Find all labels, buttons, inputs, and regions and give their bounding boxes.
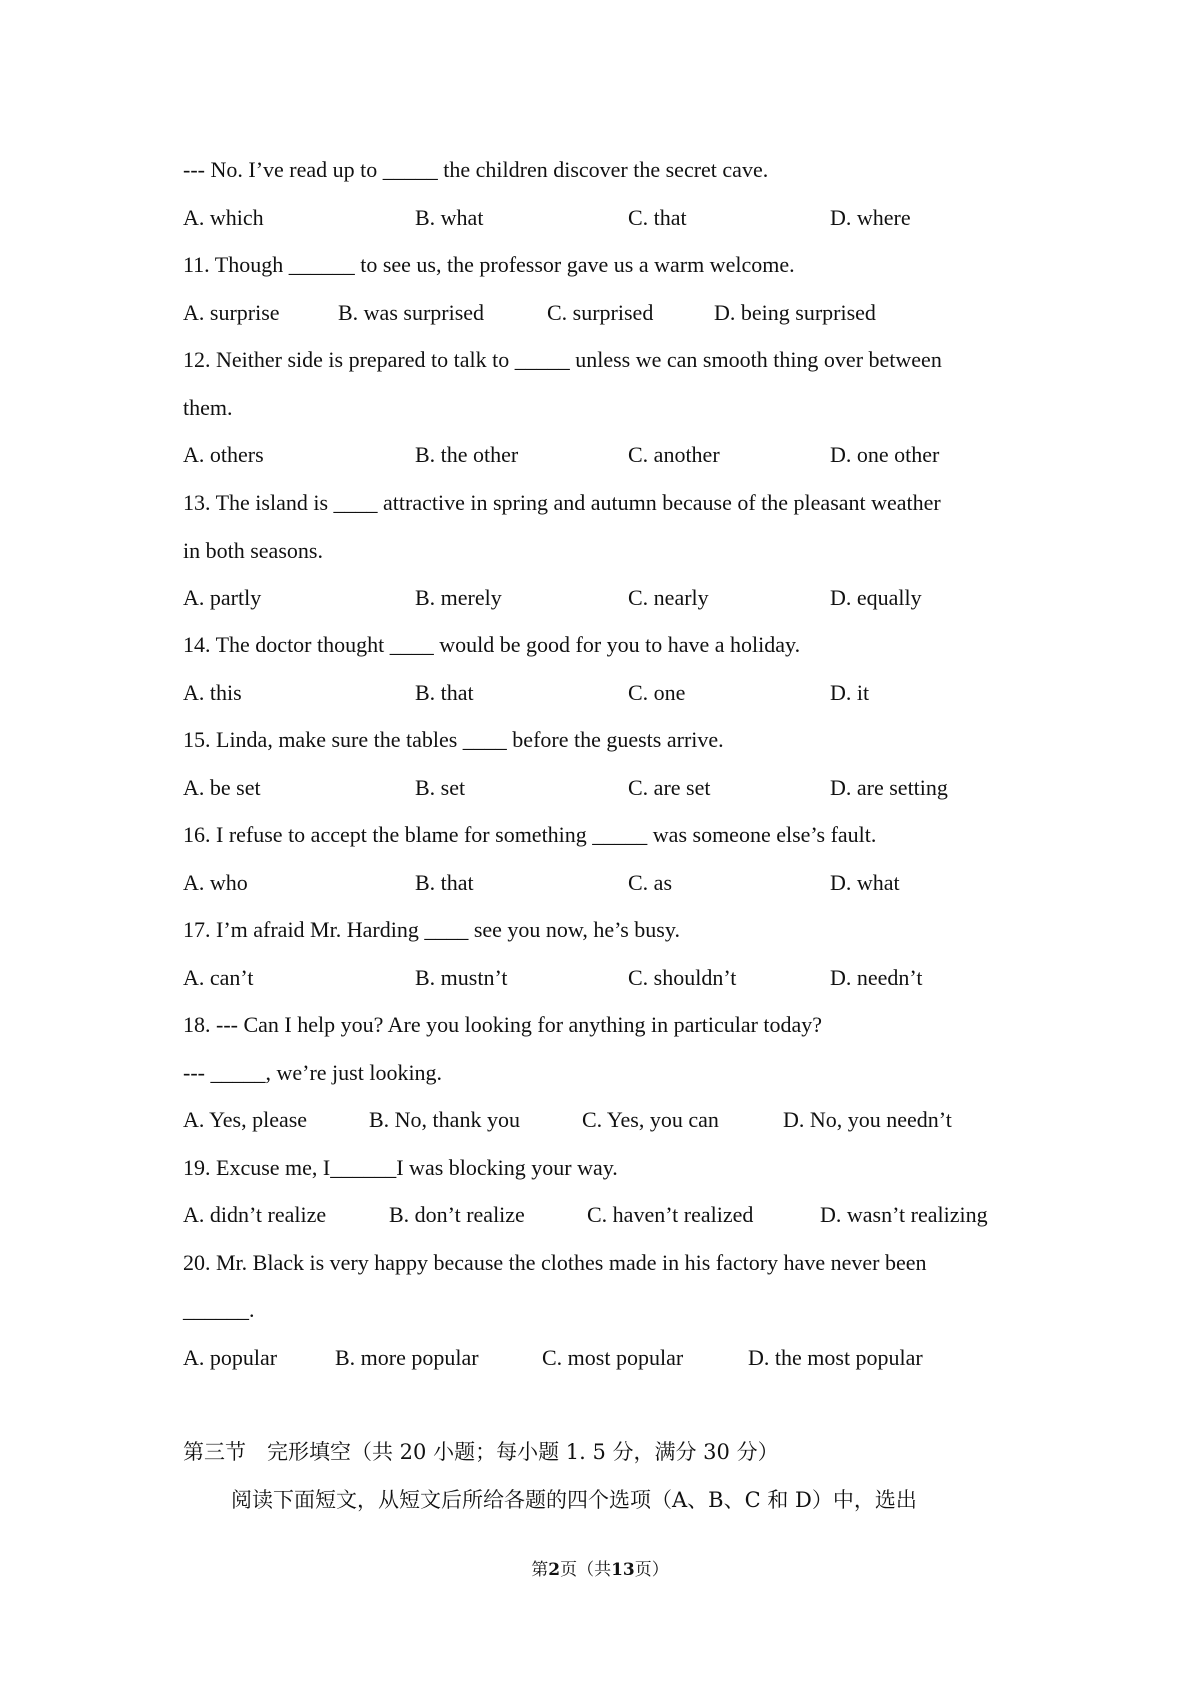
option-a: A. partly [183,585,262,610]
footer-suffix: 页） [634,1560,669,1580]
option-d: D. it [830,680,870,705]
option-b: B. that [415,870,474,895]
question-12: 12. Neither side is prepared to talk to _____ unless we can smooth thing over between [183,347,942,372]
question-14: 14. The doctor thought ____ would be good for you to have a holiday. [183,632,801,657]
option-c: C. as [628,870,672,895]
option-b: B. No, thank you [369,1107,520,1132]
option-a: A. can’t [183,965,254,990]
option-a: A. who [183,870,248,895]
option-d: D. needn’t [830,965,923,990]
section-heading: 第三节 完形填空（共 20 小题；每小题 1. 5 分，满分 30 分） [183,1440,779,1464]
option-b: B. was surprised [338,300,485,325]
section-instructions: 阅读下面短文，从短文后所给各题的四个选项（A、B、C 和 D）中，选出 [231,1488,917,1512]
option-b: B. don’t realize [389,1202,525,1227]
footer-mid: 页（共 [560,1560,612,1580]
option-b: B. merely [415,585,502,610]
page-footer [0,1558,1200,1582]
footer-total-pages: 13 [611,1560,635,1580]
option-a: A. which [183,205,264,230]
option-b: B. the other [415,442,519,467]
option-b: B. what [415,205,484,230]
question-18-reply: --- _____, we’re just looking. [183,1060,443,1085]
option-d: D. where [830,205,911,230]
footer-page-number: 2 [548,1560,561,1580]
question-20: 20. Mr. Black is very happy because the clothes made in his factory have never been [183,1250,927,1275]
option-c: C. nearly [628,585,709,610]
option-a: A. this [183,680,242,705]
option-c: C. one [628,680,686,705]
option-c: C. another [628,442,720,467]
option-d: D. wasn’t realizing [820,1202,988,1227]
option-b: B. more popular [335,1345,479,1370]
option-a: A. didn’t realize [183,1202,327,1227]
option-d: D. No, you needn’t [783,1107,952,1132]
option-a: A. be set [183,775,261,800]
option-d: D. equally [830,585,922,610]
option-c: C. surprised [547,300,654,325]
question-11: 11. Though ______ to see us, the professor gave us a warm welcome. [183,252,795,277]
question-13: 13. The island is ____ attractive in spring and autumn because of the pleasant weather [183,490,941,515]
option-d: D. being surprised [714,300,876,325]
option-d: D. what [830,870,900,895]
option-b: B. mustn’t [415,965,508,990]
option-a: A. surprise [183,300,280,325]
option-c: C. shouldn’t [628,965,737,990]
option-c: C. are set [628,775,711,800]
question-18: 18. --- Can I help you? Are you looking for anything in particular today? [183,1012,823,1037]
question-20-continued: ______. [183,1297,255,1322]
option-b: B. set [415,775,466,800]
option-a: A. popular [183,1345,278,1370]
question-15: 15. Linda, make sure the tables ____ before the guests arrive. [183,727,724,752]
option-a: A. others [183,442,264,467]
question-16: 16. I refuse to accept the blame for something _____ was someone else’s fault. [183,822,877,847]
option-c: C. haven’t realized [587,1202,754,1227]
option-c: C. most popular [542,1345,684,1370]
option-d: D. are setting [830,775,948,800]
question-10-continuation: --- No. I’ve read up to _____ the children discover the secret cave. [183,157,769,182]
question-19: 19. Excuse me, I______I was blocking your way. [183,1155,618,1180]
question-17: 17. I’m afraid Mr. Harding ____ see you now, he’s busy. [183,917,680,942]
question-13-continued: in both seasons. [183,538,323,563]
option-c: C. that [628,205,687,230]
option-d: D. one other [830,442,940,467]
option-d: D. the most popular [748,1345,923,1370]
option-a: A. Yes, please [183,1107,308,1132]
question-12-continued: them. [183,395,233,420]
option-c: C. Yes, you can [582,1107,719,1132]
option-b: B. that [415,680,474,705]
footer-prefix: 第 [531,1560,549,1580]
